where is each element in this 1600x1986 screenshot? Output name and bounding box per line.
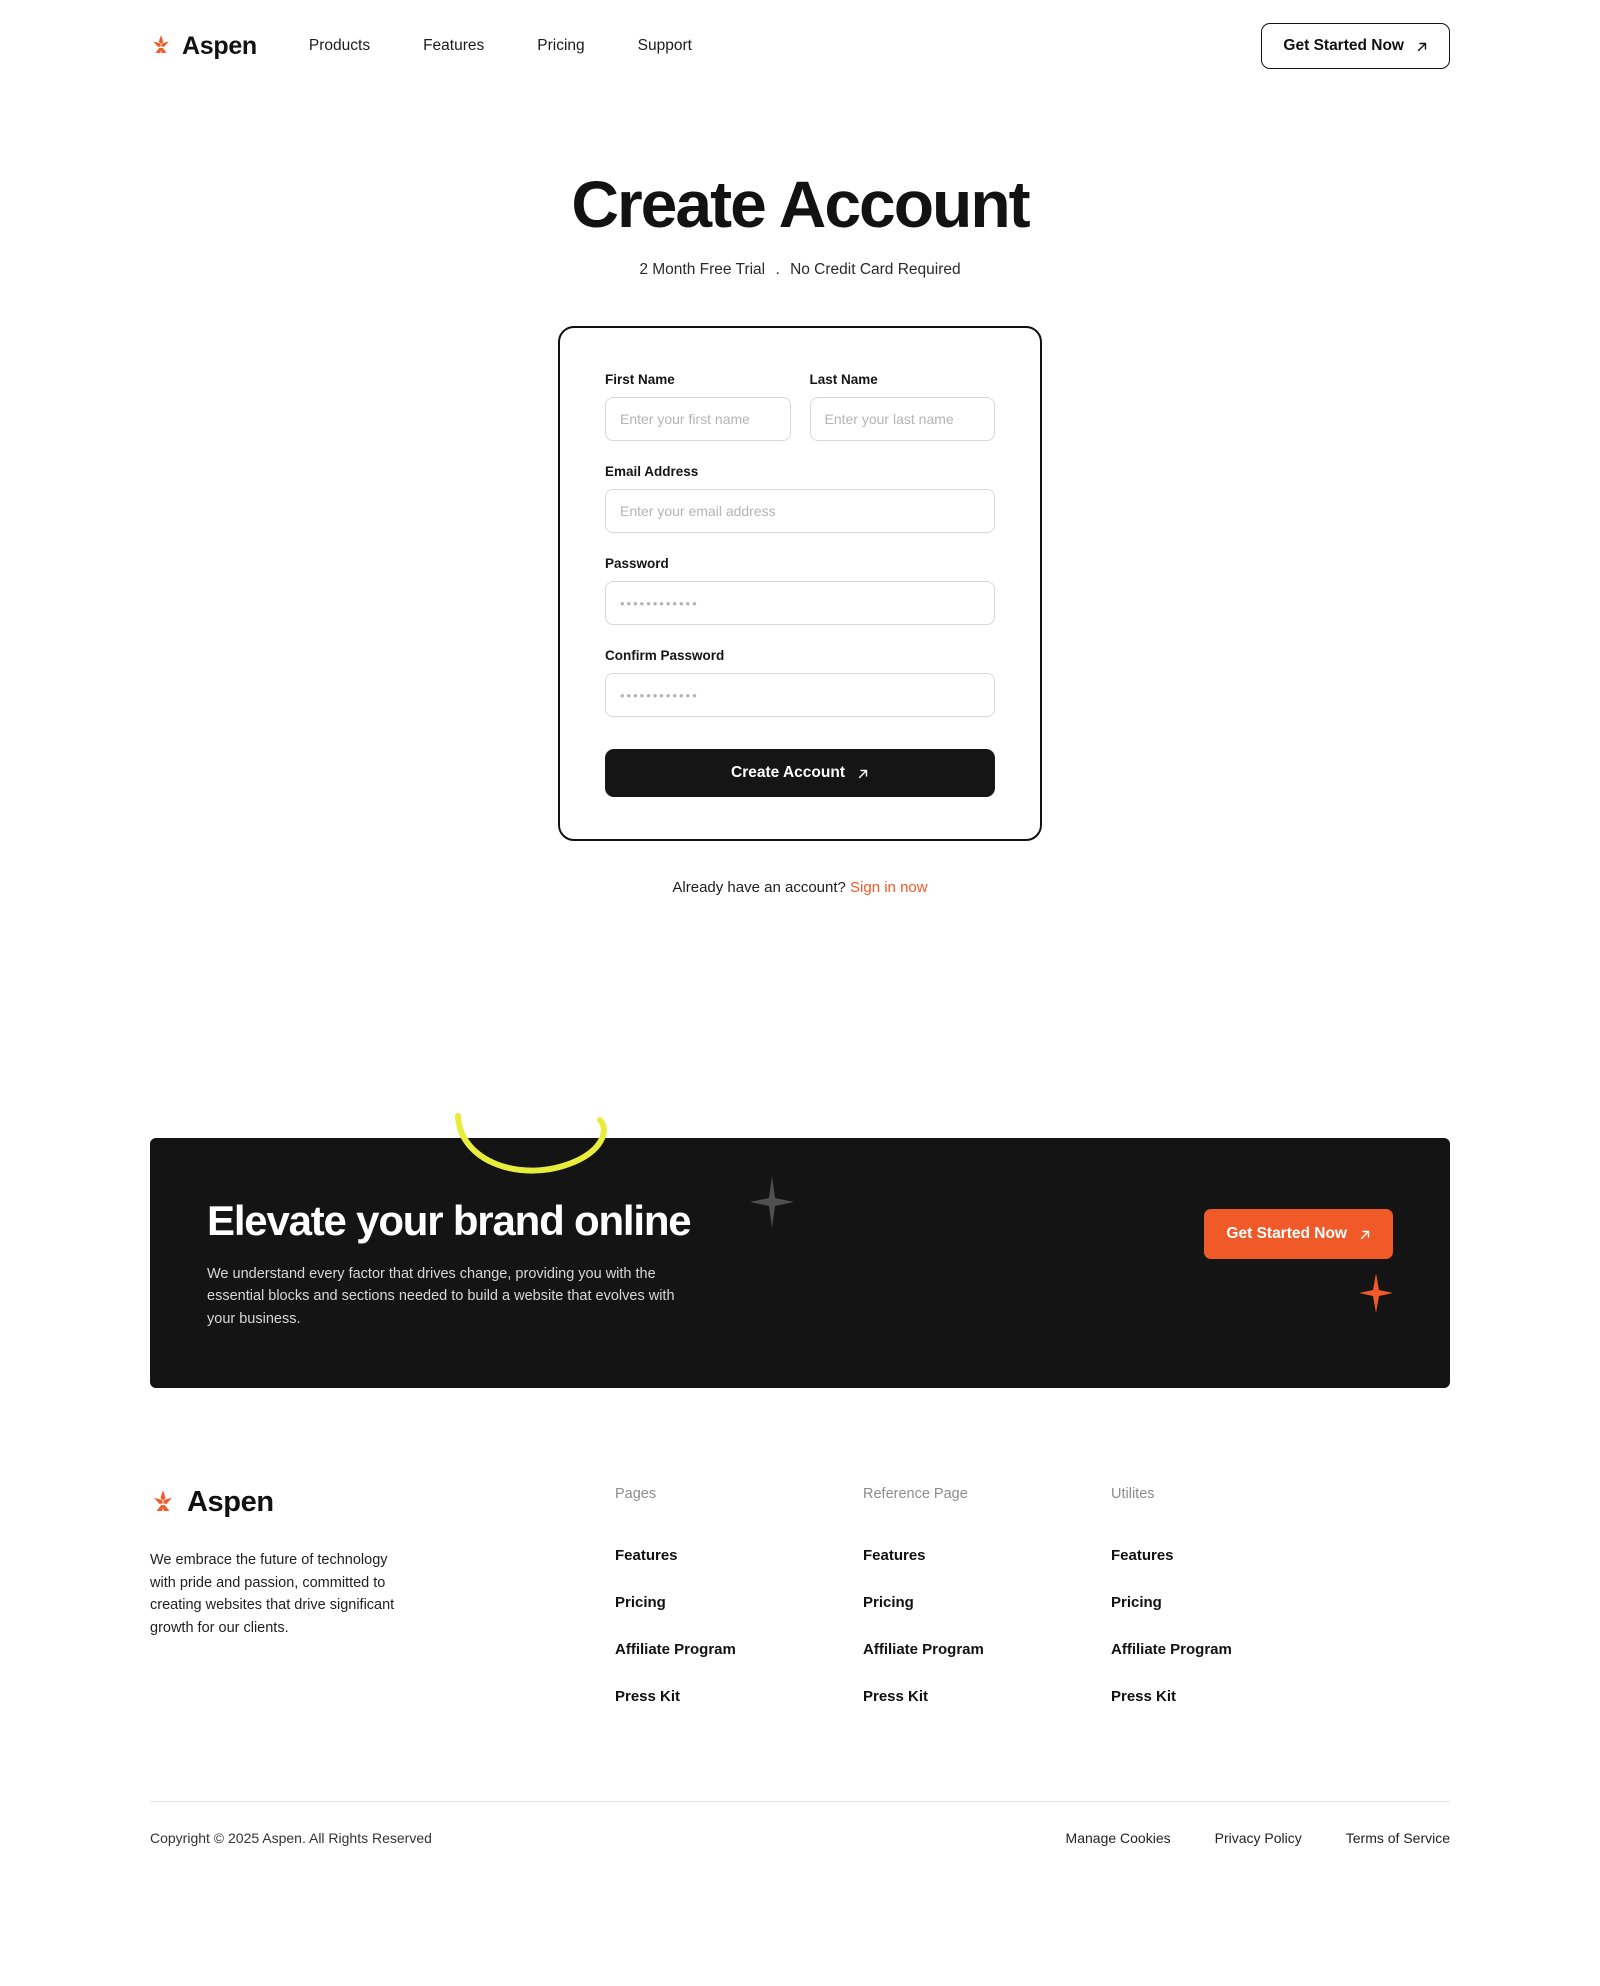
header-get-started-button[interactable] bbox=[1261, 23, 1450, 69]
hero-subtitle bbox=[0, 261, 1600, 279]
legal-link-terms-of-service[interactable]: Terms of Service bbox=[1345, 1830, 1450, 1847]
footer-link-press-kit[interactable]: Press Kit bbox=[615, 1688, 681, 1706]
footer-bottom bbox=[150, 1802, 1450, 1880]
copyright-text: Copyright © 2025 Aspen. All Rights Reserved bbox=[150, 1830, 432, 1847]
signin-prompt bbox=[0, 879, 1600, 896]
first-name-label: First Name bbox=[605, 372, 675, 388]
cta-banner bbox=[150, 1138, 1450, 1388]
footer-link-features[interactable]: Features bbox=[615, 1547, 678, 1565]
nav-item-features[interactable]: Features bbox=[423, 37, 485, 54]
hero-subtitle-separator: . bbox=[775, 261, 780, 279]
hero-subtitle-left: 2 Month Free Trial bbox=[639, 261, 766, 279]
aspen-leaf-icon bbox=[150, 33, 172, 59]
footer-link-pricing[interactable]: Pricing bbox=[615, 1594, 666, 1612]
footer-link-features[interactable]: Features bbox=[1111, 1547, 1174, 1565]
nav-item-support[interactable]: Support bbox=[637, 37, 692, 54]
password-group bbox=[605, 556, 995, 625]
footer-link-features[interactable]: Features bbox=[863, 1547, 926, 1565]
last-name-input[interactable] bbox=[810, 397, 996, 441]
footer-brand-column bbox=[150, 1486, 615, 1735]
main-nav bbox=[309, 37, 692, 55]
cta-description: We understand every factor that drives change, providing you with the essential blocks and sections needed to build a website that evolves with your business. bbox=[207, 1265, 675, 1327]
footer-column-title: Utilites bbox=[1111, 1486, 1155, 1503]
cta-get-started-button[interactable] bbox=[1204, 1209, 1393, 1259]
signin-link[interactable]: Sign in now bbox=[850, 879, 928, 897]
footer-column-title: Pages bbox=[615, 1486, 657, 1503]
last-name-group bbox=[810, 372, 996, 441]
cta-text-block bbox=[207, 1197, 690, 1330]
cta-banner-wrapper bbox=[150, 1138, 1450, 1388]
last-name-label: Last Name bbox=[809, 372, 878, 388]
nav-item-pricing[interactable]: Pricing bbox=[537, 37, 585, 54]
site-footer bbox=[150, 1486, 1450, 1880]
footer-column-title: Reference Page bbox=[863, 1486, 968, 1503]
cta-title: Elevate your brand online bbox=[207, 1196, 691, 1244]
page-title: Create Account bbox=[571, 167, 1029, 241]
footer-link-press-kit[interactable]: Press Kit bbox=[1111, 1688, 1177, 1706]
arrow-up-right-icon bbox=[1359, 1228, 1371, 1240]
header-get-started-label: Get Started Now bbox=[1283, 37, 1404, 54]
cta-action-block bbox=[1204, 1209, 1393, 1317]
password-input[interactable] bbox=[605, 581, 995, 625]
hero-subtitle-right: No Credit Card Required bbox=[790, 261, 961, 279]
footer-top bbox=[150, 1486, 1450, 1735]
footer-description: We embrace the future of technology with pride and passion, committed to creating websites that drive significant growth for our clients. bbox=[150, 1552, 395, 1636]
footer-column-pages bbox=[615, 1486, 863, 1735]
legal-link-privacy-policy[interactable]: Privacy Policy bbox=[1214, 1830, 1302, 1847]
confirm-password-group bbox=[605, 648, 995, 717]
sparkle-accent-icon bbox=[1359, 1273, 1393, 1313]
name-row bbox=[605, 372, 995, 441]
legal-links bbox=[1066, 1830, 1450, 1846]
footer-link-pricing[interactable]: Pricing bbox=[1111, 1594, 1162, 1612]
arrow-up-right-icon bbox=[1416, 40, 1428, 52]
footer-link-affiliate-program[interactable]: Affiliate Program bbox=[1111, 1641, 1232, 1659]
create-account-label: Create Account bbox=[731, 764, 845, 782]
footer-column-utilites bbox=[1111, 1486, 1359, 1735]
footer-logo[interactable] bbox=[150, 1486, 615, 1519]
site-header bbox=[0, 0, 1600, 92]
first-name-group bbox=[605, 372, 791, 441]
brand-logo[interactable] bbox=[150, 32, 257, 61]
squiggle-decoration-icon bbox=[450, 1110, 620, 1180]
footer-link-affiliate-program[interactable]: Affiliate Program bbox=[615, 1641, 736, 1659]
brand-name: Aspen bbox=[182, 31, 257, 60]
footer-column-reference-page bbox=[863, 1486, 1111, 1735]
email-label: Email Address bbox=[605, 464, 699, 480]
confirm-password-input[interactable] bbox=[605, 673, 995, 717]
sparkle-icon bbox=[750, 1176, 794, 1228]
arrow-up-right-icon bbox=[857, 767, 869, 779]
footer-brand-name: Aspen bbox=[187, 1486, 274, 1519]
email-input[interactable] bbox=[605, 489, 995, 533]
legal-link-manage-cookies[interactable]: Manage Cookies bbox=[1065, 1830, 1171, 1847]
confirm-password-label: Confirm Password bbox=[605, 648, 725, 664]
password-label: Password bbox=[605, 556, 669, 572]
email-group bbox=[605, 464, 995, 533]
cta-get-started-label: Get Started Now bbox=[1226, 1225, 1347, 1243]
nav-item-products[interactable]: Products bbox=[308, 37, 371, 54]
first-name-input[interactable] bbox=[605, 397, 791, 441]
footer-link-affiliate-program[interactable]: Affiliate Program bbox=[863, 1641, 984, 1659]
footer-link-press-kit[interactable]: Press Kit bbox=[863, 1688, 929, 1706]
signin-prompt-text: Already have an account? bbox=[672, 879, 846, 897]
create-account-button[interactable] bbox=[605, 749, 995, 797]
hero-section bbox=[0, 92, 1600, 279]
aspen-leaf-icon bbox=[150, 1488, 176, 1518]
signup-form-card bbox=[558, 326, 1042, 841]
footer-link-pricing[interactable]: Pricing bbox=[863, 1594, 914, 1612]
